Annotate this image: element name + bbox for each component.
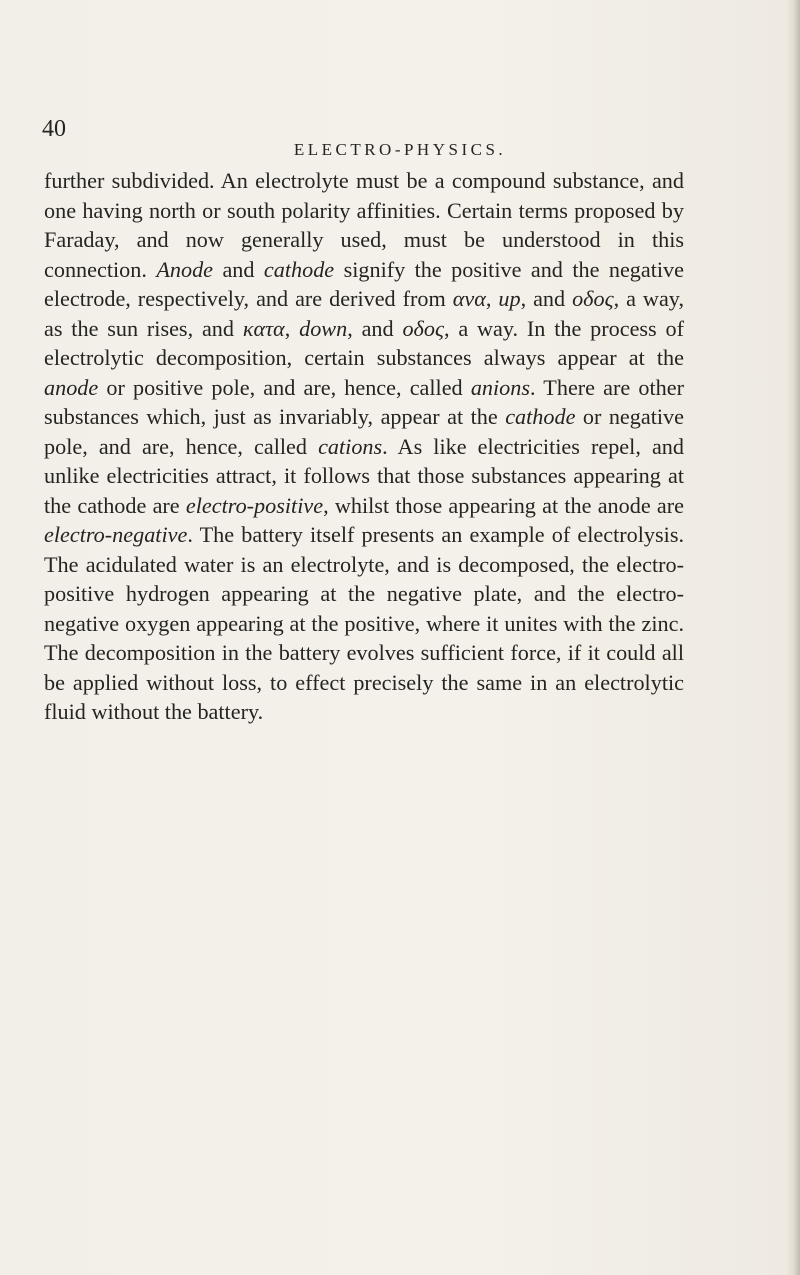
body-paragraph	[44, 166, 684, 727]
text-run: , a way. In the process of electrolytic decomposition, certain substances always appear at the	[44, 315, 685, 370]
italic-greek-ana: ανα	[452, 286, 486, 311]
text-run: and	[213, 256, 264, 282]
italic-term-up: up	[498, 286, 521, 311]
text-run: , and	[347, 315, 403, 341]
running-title: ELECTRO-PHYSICS.	[293, 140, 507, 159]
italic-term-down: down	[299, 315, 348, 341]
text-run: or positive pole, and are, hence, called	[98, 374, 471, 400]
text-run: , and	[520, 286, 573, 311]
text-run: . There are other substances which, just as invariably, appear at the	[44, 374, 684, 429]
italic-term-electro-positive: electro-positive	[185, 492, 324, 518]
italic-greek-kata: κατα	[242, 315, 285, 341]
italic-term-cathode: cathode	[263, 256, 335, 282]
text-run: or negative pole, and are, hence, called	[44, 404, 684, 459]
text-run: , whilst those appearing at the anode are	[323, 492, 684, 518]
text-run: . The battery itself presents an example of electrolysis. The acidulated water is an electrolyte, and is decomposed, the electro-positive hydrogen appearing at the negative plate, and the electro-negative oxygen appearing at the positive, where it unites with the zinc. The decomposition in the battery evolves sufficient force, if it could all be applied without loss, to effect precisely the same in an electrolytic fluid without the battery.	[44, 522, 684, 724]
italic-term-cathode: cathode	[505, 404, 576, 429]
text-run: . As like electricities repel, and unlike electricities attract, it follows that those substances appearing at the cathode are	[44, 433, 684, 518]
italic-term-anode: Anode	[156, 256, 214, 282]
page-edge-shadow	[786, 0, 800, 1275]
text-run: , a way, as the sun rises, and	[44, 286, 684, 341]
text-run: ,	[485, 286, 499, 311]
italic-greek-odos: οδος	[402, 315, 444, 341]
page-header	[0, 116, 800, 159]
page-number: 40	[42, 116, 66, 142]
italic-term-cations: cations	[318, 433, 383, 459]
italic-term-anode: anode	[44, 374, 99, 400]
italic-term-anions: anions	[470, 374, 530, 400]
italic-greek-odos: οδος	[572, 286, 614, 311]
text-run: signify the positive and the negative electrode, respectively, and are derived from	[44, 256, 684, 311]
text-run: further subdivided. An electrolyte must be a compound substance, and one having north or south polarity affinities. Certain terms proposed by Faraday, and now generally used, must be understood in this connection.	[44, 168, 684, 282]
text-run: ,	[284, 315, 300, 341]
italic-term-electro-negative: electro-negative	[44, 522, 188, 547]
